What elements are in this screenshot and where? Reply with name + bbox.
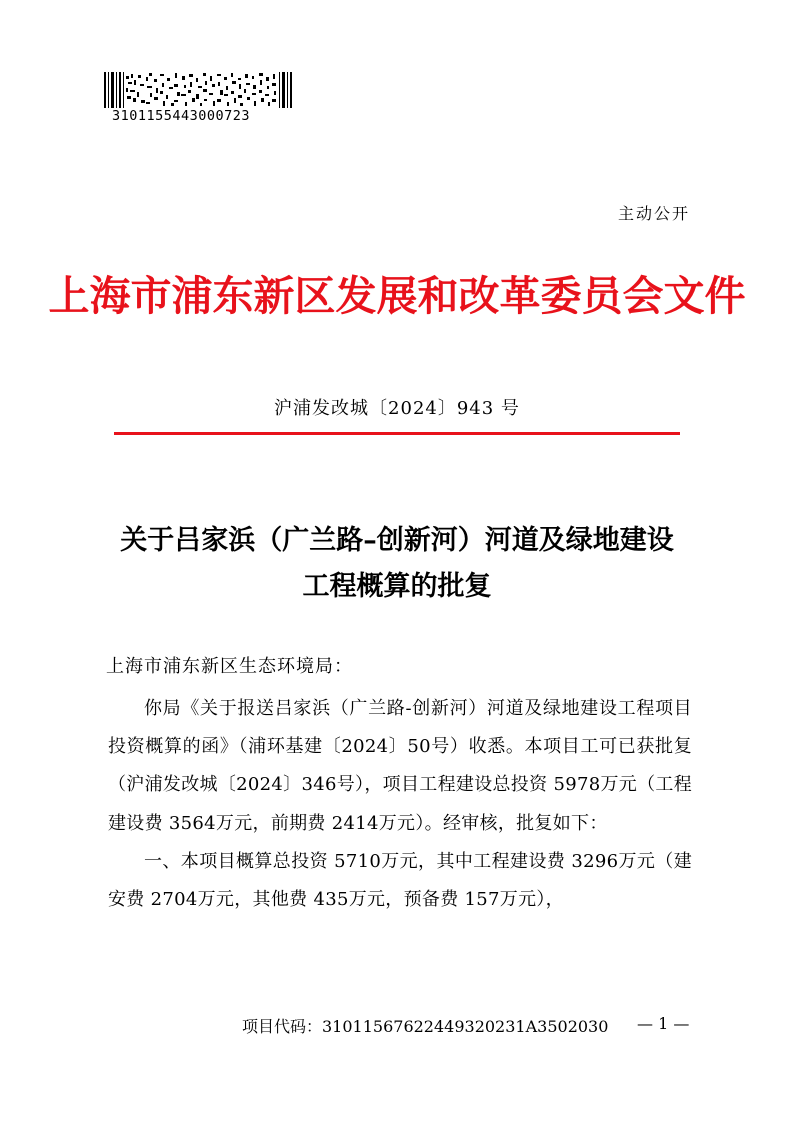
agency-title: 上海市浦东新区发展和改革委员会文件 xyxy=(48,272,746,320)
document-title xyxy=(0,518,794,610)
barcode-number: 3101155443000723 xyxy=(112,108,251,124)
disclosure-label: 主动公开 xyxy=(617,204,690,223)
red-divider xyxy=(114,432,680,435)
body-paragraph: 一、本项目概算总投资 5710万元，其中工程建设费 3296万元（建安费 2704万元，其他费 435万元，预备费 157万元）， xyxy=(108,850,692,911)
page-number: — 1 — xyxy=(637,1014,690,1033)
project-code: 项目代码：31011567622449320231A3502030 xyxy=(242,1017,609,1036)
body-paragraph: 你局《关于报送吕家浜（广兰路-创新河）河道及绿地建设工程项目投资概算的函》（浦环基建〔2024〕50号）收悉。本项目工可已获批复（沪浦发改城〔2024〕346号），项目工程建设总投资 5978万元（工程建设费 3564万元，前期费 2414万元）。经审核，批复如下： xyxy=(108,698,692,834)
document-title-line-1: 关于吕家浜（广兰路–创新河）河道及绿地建设 xyxy=(120,525,674,556)
barcode xyxy=(104,72,294,108)
document-title-line-2: 工程概算的批复 xyxy=(302,571,492,602)
document-body xyxy=(108,690,692,919)
document-number: 沪浦发改城〔2024〕943 号 xyxy=(274,398,520,419)
addressee: 上海市浦东新区生态环境局： xyxy=(106,656,353,677)
